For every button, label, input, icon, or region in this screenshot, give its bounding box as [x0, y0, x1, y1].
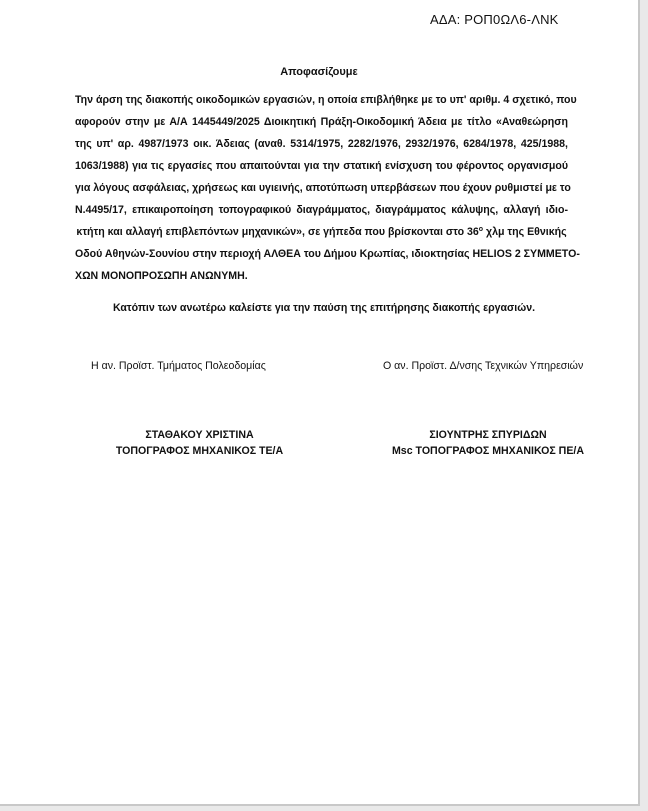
right-signatory-name: ΣΙΟΥΝΤΡΗΣ ΣΠΥΡΙΔΩΝ — [429, 429, 547, 441]
paragraph-line: Ν.4495/17, επικαιροποίηση τοπογραφικού διαγράμματος, διαγράμματος κάλυψης, αλλαγή ιδιο- — [75, 204, 568, 216]
right-signatory-role: Ο αν. Προϊστ. Δ/νσης Τεχνικών Υπηρεσιών — [383, 360, 584, 372]
decision-heading: Αποφασίζουμε — [280, 66, 358, 78]
paragraph-line: ΧΩΝ ΜΟΝΟΠΡΟΣΩΠΗ ΑΝΩΝΥΜΗ. — [75, 270, 248, 282]
paragraph-line-text: κτήτη και αλλαγή επιβλεπόντων μηχανικών», σε γήπεδα που βρίσκονται στο 36 — [76, 226, 479, 238]
left-signature-block — [82, 427, 317, 459]
decision-paragraph — [75, 89, 580, 287]
paragraph-line: για λόγους ασφάλειας, χρήσεως και υγιεινής, αποτύπωση υπερβάσεων που έχουν ρυθμιστεί με το — [75, 182, 571, 194]
left-signatory-title: ΤΟΠΟΓΡΑΦΟΣ ΜΗΧΑΝΙΚΟΣ ΤΕ/Α — [115, 445, 284, 457]
ada-code: ΑΔΑ: ΡΟΠ0ΩΛ6-ΛΝΚ — [430, 12, 559, 27]
right-signature-block — [368, 427, 608, 459]
superscript-o: ο — [478, 226, 484, 233]
paragraph-line-text: χλμ της Εθνικής — [483, 226, 567, 238]
paragraph-line: Την άρση της διακοπής οικοδομικών εργασιών, η οποία επιβλήθηκε με το υπ' αριθμ. 4 σχετικό, που — [75, 94, 577, 106]
paragraph-line: 1063/1988) για τις εργασίες που απαιτούνται για την στατική ενίσχυση του φέροντος οργανισμού — [75, 160, 568, 172]
paragraph-line — [75, 221, 568, 243]
paragraph-line: Οδού Αθηνών-Σουνίου στην περιοχή ΑΛΘΕΑ του Δήμου Κρωπίας, ιδιοκτησίας HELIOS 2 ΣΥΜΜΕΤΟ- — [75, 248, 580, 260]
paragraph-line: αφορούν στην με Α/Α 1445449/2025 Διοικητική Πράξη-Οικοδομική Άδεια με τίτλο «Αναθεώρηση — [75, 116, 568, 128]
left-signatory-name: ΣΤΑΘΑΚΟΥ ΧΡΙΣΤΙΝΑ — [145, 429, 254, 441]
right-signatory-title: Msc ΤΟΠΟΓΡΑΦΟΣ ΜΗΧΑΝΙΚΟΣ ΠΕ/Α — [391, 445, 584, 457]
left-signatory-role: Η αν. Προϊστ. Τμήματος Πολεοδομίας — [91, 360, 266, 372]
closing-statement: Κατόπιν των ανωτέρω καλείστε για την παύση της επιτήρησης διακοπής εργασιών. — [113, 302, 536, 314]
paragraph-line: της υπ' αρ. 4987/1973 οικ. Άδειας (αναθ. 5314/1975, 2282/1976, 2932/1976, 6284/1978, 425/1988, — [75, 138, 568, 150]
